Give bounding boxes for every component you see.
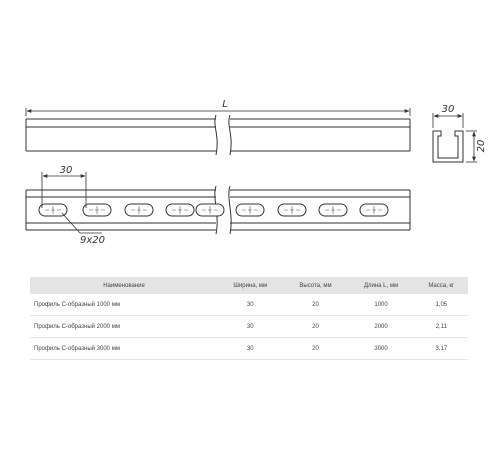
cell-name: Профиль С-образный 2000 мм — [30, 316, 217, 338]
table-row — [30, 294, 468, 316]
cell-length: 2000 — [347, 316, 414, 338]
height-label: 20 — [476, 139, 487, 153]
cell-name: Профиль С-образный 3000 мм — [30, 338, 217, 360]
profile-top-view — [26, 115, 410, 155]
profile-cross-section — [433, 104, 487, 162]
cell-mass: 2,11 — [415, 316, 468, 338]
slot-group — [39, 204, 388, 216]
cell-name: Профиль С-образный 1000 мм — [30, 294, 217, 316]
table-row — [30, 316, 468, 338]
length-label: L — [222, 99, 228, 110]
length-dimension — [26, 99, 410, 116]
cell-width: 30 — [217, 338, 284, 360]
width-label: 30 — [441, 104, 455, 115]
cell-length: 1000 — [347, 294, 414, 316]
cell-height: 20 — [284, 338, 348, 360]
cell-height: 20 — [284, 294, 348, 316]
cell-mass: 3,17 — [415, 338, 468, 360]
table-header-row — [30, 277, 468, 294]
header-name: Наименование — [103, 282, 145, 289]
spec-table — [30, 277, 468, 360]
header-height: Высота, мм — [299, 282, 332, 289]
header-width: Ширина, мм — [233, 282, 268, 289]
cell-height: 20 — [284, 316, 348, 338]
cell-width: 30 — [217, 294, 284, 316]
header-length: Длина L, мм — [363, 282, 399, 289]
header-mass: Масса, кг — [428, 282, 455, 289]
table-row — [30, 338, 468, 360]
slot-label: 9x20 — [80, 235, 106, 246]
pitch-label: 30 — [59, 165, 73, 176]
pitch-dimension — [42, 165, 86, 208]
cell-mass: 1,05 — [415, 294, 468, 316]
cell-width: 30 — [217, 316, 284, 338]
cell-length: 3000 — [347, 338, 414, 360]
